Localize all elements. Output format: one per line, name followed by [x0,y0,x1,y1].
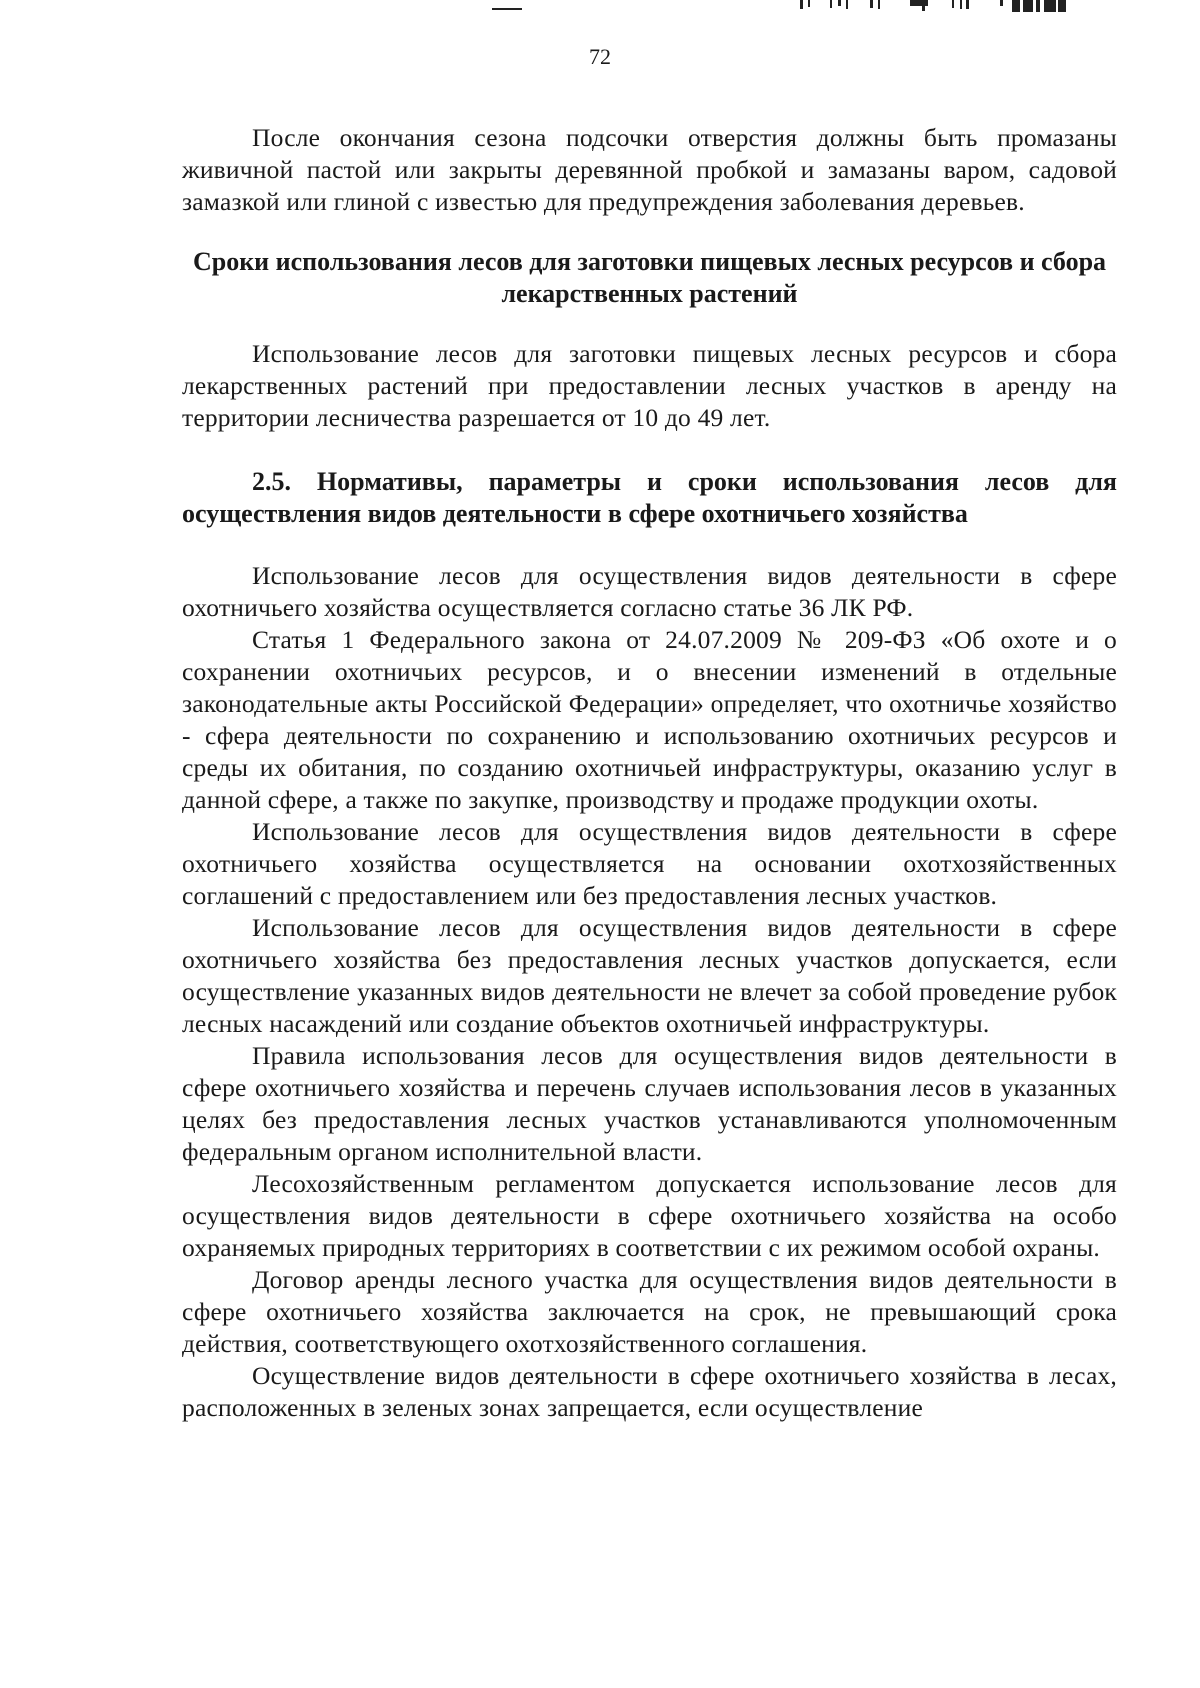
paragraph: Правила использования лесов для осуществления видов деятельности в сфере охотничьего хозяйства и перечень случаев использования лесов в указанных целях без предоставления лесных участков устанавливаются уполномоченным федеральным органом исполнительной власти. [182,1041,1117,1166]
paragraph: Использование лесов для осуществления видов деятельности в сфере охотничьего хозяйства без предоставления лесных участков допускается, если осуществление указанных видов деятельности не влечет за собой проведение рубок лесных насаждений или создание объектов охотничьей инфраструктуры. [182,913,1117,1038]
document-body [182,122,1117,1424]
section-1-paragraph: Использование лесов для заготовки пищевых лесных ресурсов и сбора лекарственных растений при предоставлении лесных участков в аренду на территории лесничества разрешается от 10 до 49 лет. [182,339,1117,432]
paragraph: Использование лесов для осуществления видов деятельности в сфере охотничьего хозяйства осуществляется на основании охотхозяйственных соглашений с предоставлением или без предоставления лесных участков. [182,817,1117,910]
page-number: 72 [589,44,611,69]
scan-dash-mark [492,8,522,10]
paragraph: Лесохозяйственным регламентом допускается использование лесов для осуществления видов деятельности в сфере охотничьего хозяйства на особо охраняемых природных территориях в соответствии с их режимом особой охраны. [182,1169,1117,1262]
scan-artifact-top [0,0,1200,22]
paragraph: Статья 1 Федерального закона от 24.07.2009 № 209-ФЗ «Об охоте и о сохранении охотничьих ресурсов, и о внесении изменений в отдельные законодательные акты Российской Федерации» определяет, что охотничье хозяйство - сфера деятельности по сохранению и использованию охотничьих ресурсов и среды их обитания, по созданию охотничьей инфраструктуры, оказанию услуг в данной сфере, а также по закупке, производству и продаже продукции охоты. [182,625,1117,814]
intro-paragraph: После окончания сезона подсочки отверстия должны быть промазаны живичной пастой или закрыты деревянной пробкой и замазаны варом, садовой замазкой или глиной с известью для предупреждения заболевания деревьев. [182,123,1117,216]
paragraph: Использование лесов для осуществления видов деятельности в сфере охотничьего хозяйства осуществляется согласно статье 36 ЛК РФ. [182,561,1117,622]
paragraph: Договор аренды лесного участка для осуществления видов деятельности в сфере охотничьего хозяйства заключается на срок, не превышающий срока действия, соответствующего охотхозяйственного соглашения. [182,1265,1117,1358]
scan-noise-marks [800,0,1100,14]
paragraph: Осуществление видов деятельности в сфере охотничьего хозяйства в лесах, расположенных в зеленых зонах запрещается, если осуществление [182,1361,1117,1422]
section-heading-hunting: 2.5. Нормативы, параметры и сроки использования лесов для осуществления видов деятельности в сфере охотничьего хозяйства [182,467,1117,528]
section-heading-food-resources: Сроки использования лесов для заготовки пищевых лесных ресурсов и сбора лекарственных растений [192,247,1107,308]
